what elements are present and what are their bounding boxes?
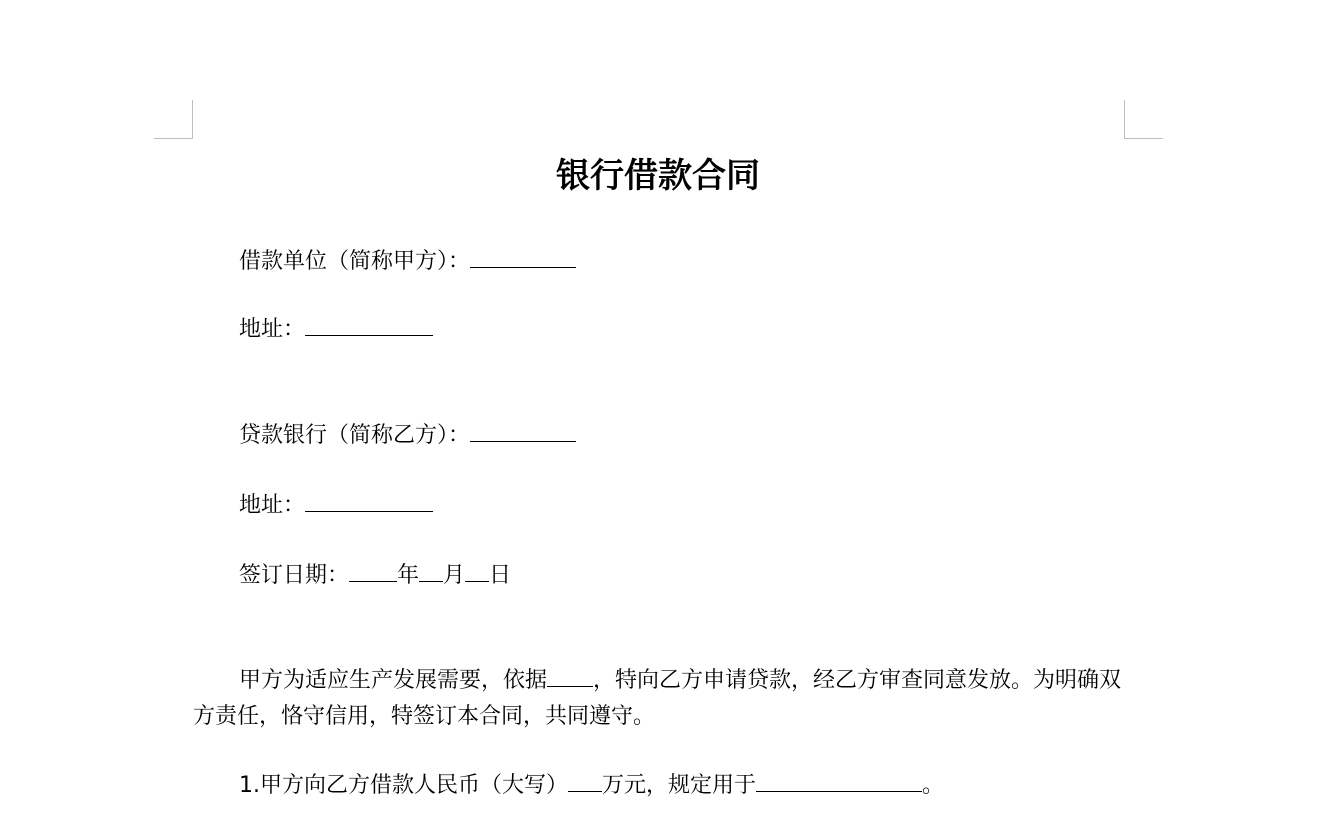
preamble-paragraph (193, 663, 1128, 735)
sign-day-label: 日 (489, 563, 512, 588)
sign-date-label: 签订日期： (239, 563, 350, 588)
top-left-margin-mark (154, 100, 193, 139)
sign-day-blank (465, 561, 489, 582)
lender-blank (470, 421, 576, 442)
borrower-blank (470, 247, 576, 268)
sign-year-blank (349, 561, 397, 582)
sign-month-label: 月 (443, 563, 466, 588)
preamble-text-2: ，特向乙方申请贷款，经乙方审查同意发放。为明确双方责任，恪守信用，特签订本合同，共同遵守。 (193, 668, 1122, 729)
lender-address-line (239, 491, 433, 521)
clause-1-amount-blank (568, 771, 602, 792)
preamble-text-1: 甲方为适应生产发展需要，依据 (239, 668, 548, 693)
borrower-address-label: 地址： (239, 317, 306, 342)
clause-1-line (239, 771, 944, 801)
clause-1-text-2: 万元，规定用于 (602, 773, 757, 798)
lender-label: 贷款银行（简称乙方）： (239, 423, 471, 448)
sign-month-blank (419, 561, 443, 582)
sign-year-label: 年 (397, 563, 420, 588)
borrower-line (239, 247, 576, 277)
lender-line (239, 421, 576, 451)
lender-address-blank (305, 491, 433, 512)
clause-1-purpose-blank (756, 771, 922, 792)
clause-1-text-1: 1.甲方向乙方借款人民币（大写） (239, 773, 568, 798)
clause-1-text-3: 。 (922, 773, 945, 798)
preamble-basis-blank (547, 666, 593, 687)
document-title: 银行借款合同 (556, 156, 760, 196)
lender-address-label: 地址： (239, 493, 306, 518)
borrower-label: 借款单位（简称甲方）： (239, 249, 471, 274)
sign-date-line (239, 561, 511, 591)
borrower-address-blank (305, 315, 433, 336)
borrower-address-line (239, 315, 433, 345)
top-right-margin-mark (1124, 100, 1163, 139)
